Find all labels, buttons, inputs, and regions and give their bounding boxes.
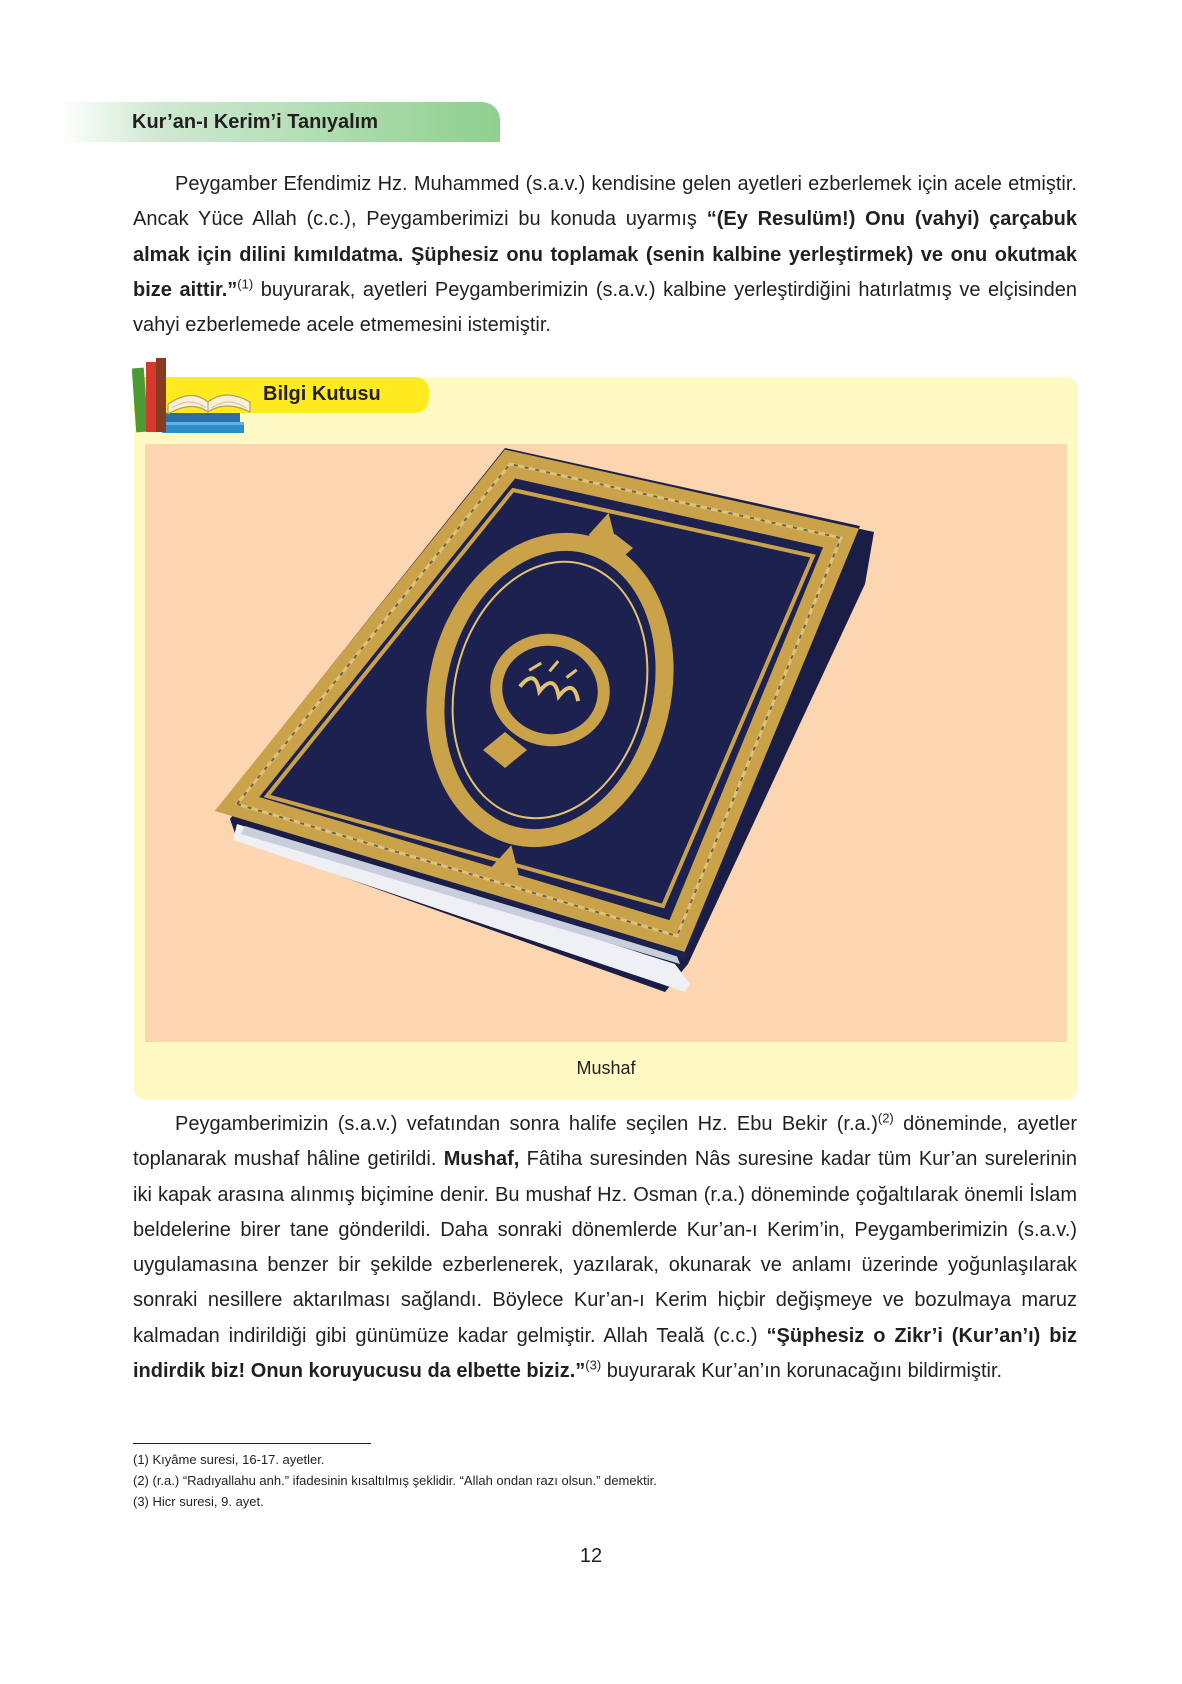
books-icon	[132, 358, 254, 434]
mushaf-photo	[145, 444, 1067, 1042]
footnotes	[133, 1449, 1077, 1512]
text: Peygamberimizin (s.a.v.) vefatından sonra halife seçilen Hz. Ebu Bekir (r.a.)	[175, 1113, 878, 1135]
term-mushaf: Mushaf,	[443, 1148, 520, 1171]
footnote-ref: (1)	[237, 276, 254, 292]
text: buyurarak, ayetleri Peygamberimizin (s.a.v.) kalbine yerleştirdiğini hatırlatmış ve elçisinden vahyi ezberlemede acele etmemesini istemiştir.	[133, 278, 1077, 337]
section-title: Kur’an-ı Kerim’i Tanıyalım	[132, 111, 378, 133]
page-number: 12	[579, 1545, 603, 1567]
text: buyurarak Kur’an’ın korunacağını bildirmiştir.	[601, 1360, 1003, 1383]
info-box-title: Bilgi Kutusu	[263, 383, 381, 405]
intro-paragraph	[133, 167, 1077, 343]
text: Fâtiha suresinden Nâs suresine kadar tüm Kur’an surelerinin iki kapak arasına alınmış biçimine denir. Bu mushaf Hz. Osman (r.a.) döneminde çoğaltılarak önemli İslam beldelerine birer tane gönderildi. Daha sonraki dönemlerde Kur’an-ı Kerim’in, Peygamberimizin (s.a.v.) uygulamasına benzer bir şekilde ezberlenerek, yazılarak, okunarak ve anlamı üzerinde yoğunlaşılarak sonraki nesillere aktarılması sağlandı. Böylece Kur’an-ı Kerim hiçbir değişmeye ve bozulmaya maruz kalmadan indirildiği gibi günümüze kadar gelmiştir. Allah Teală (c.c.)	[133, 1148, 1078, 1347]
text: döneminde, ayetler toplanarak mushaf hâline getirildi.	[133, 1113, 1077, 1171]
footnote-ref: (3)	[585, 1357, 602, 1373]
footnote-ref: (2)	[877, 1110, 894, 1126]
section-header	[60, 102, 500, 142]
mushaf-paragraph	[133, 1107, 1077, 1389]
quran-book-image	[145, 444, 1067, 1042]
verse-quote: “(Ey Resulüm!) Onu (vahyi) çarçabuk almak için dilini kımıldatma. Şüphesiz onu toplamak (senin kalbine yerleştirmek) ve onu okutmak bize aittir.”	[133, 208, 1078, 301]
footnote-divider	[133, 1443, 371, 1444]
footnote-2: (2) (r.a.) “Radıyallahu anh.” ifadesinin kısaltılmış şeklidir. “Allah ondan razı olsun.” demektir.	[133, 1473, 657, 1488]
text: Peygamber Efendimiz Hz. Muhammed (s.a.v.) kendisine gelen ayetleri ezberlemek için acele etmiştir. Ancak Yüce Allah (c.c.), Peygamberimizi bu konuda uyarmış	[133, 173, 1077, 231]
footnote-1: (1) Kıyâme suresi, 16-17. ayetler.	[133, 1452, 325, 1467]
footnote-3: (3) Hicr suresi, 9. ayet.	[133, 1494, 264, 1509]
image-caption: Mushaf	[576, 1058, 636, 1078]
verse-quote: “Şüphesiz o Zikr’i (Kur’an’ı) biz indirdik biz! Onun koruyucusu da elbette biziz.”	[133, 1324, 1077, 1383]
